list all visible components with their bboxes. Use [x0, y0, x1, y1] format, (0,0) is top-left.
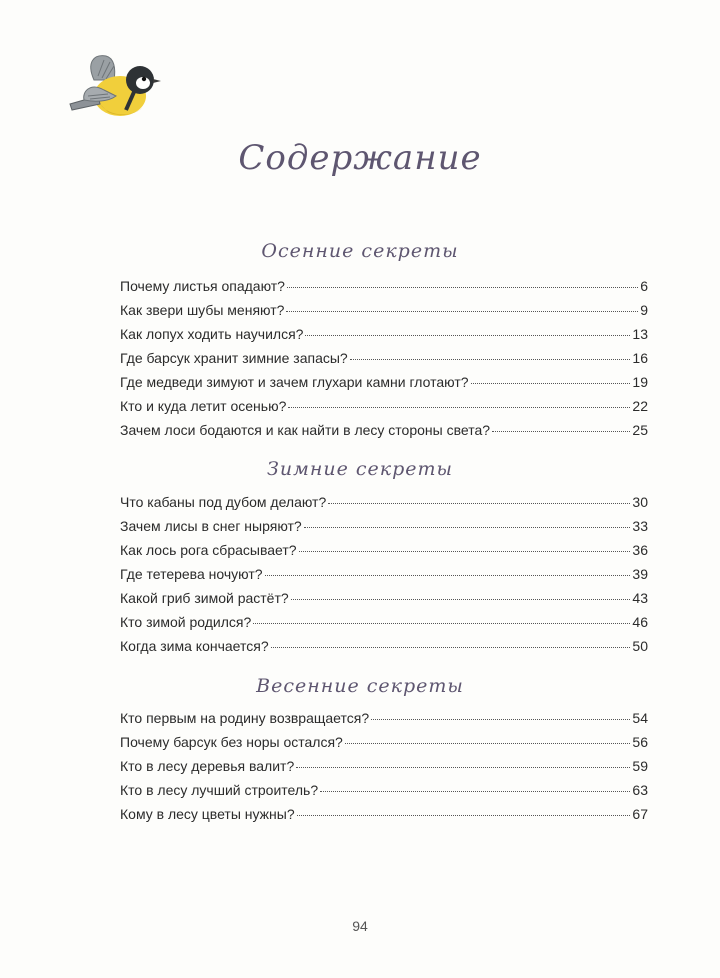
dot-leader — [371, 705, 630, 720]
entry-title: Зачем лоси бодаются и как найти в лесу стороны света? — [120, 422, 491, 438]
toc-entry[interactable] — [120, 778, 648, 802]
entry-title: Как лось рога сбрасывает? — [120, 542, 297, 558]
toc-entry[interactable] — [120, 802, 648, 826]
entry-page: 6 — [640, 278, 648, 294]
entry-page: 39 — [632, 566, 648, 582]
entry-page: 9 — [640, 302, 648, 318]
dot-leader — [345, 729, 631, 744]
dot-leader — [296, 753, 630, 768]
toc-entry[interactable] — [120, 538, 648, 562]
section-heading-autumn: Осенние секреты — [261, 240, 459, 262]
toc-list-autumn — [120, 274, 648, 442]
toc-entry[interactable] — [120, 298, 648, 322]
entry-title: Кому в лесу цветы нужны? — [120, 806, 295, 822]
dot-leader — [350, 345, 631, 360]
section-heading-spring: Весенние секреты — [256, 675, 464, 697]
toc-entry[interactable] — [120, 346, 648, 370]
entry-title: Кто и куда летит осенью? — [120, 398, 287, 414]
toc-entry[interactable] — [120, 754, 648, 778]
entry-page: 25 — [632, 422, 648, 438]
dot-leader — [288, 393, 630, 408]
entry-page: 19 — [632, 374, 648, 390]
entry-page: 30 — [632, 494, 648, 510]
dot-leader — [299, 537, 631, 552]
toc-entry[interactable] — [120, 418, 648, 442]
dot-leader — [253, 609, 630, 624]
entry-title: Кто в лесу деревья валит? — [120, 758, 295, 774]
entry-title: Что кабаны под дубом делают? — [120, 494, 327, 510]
entry-page: 33 — [632, 518, 648, 534]
dot-leader — [328, 489, 630, 504]
section-heading-winter: Зимние секреты — [267, 458, 453, 480]
dot-leader — [287, 273, 638, 288]
toc-entry[interactable] — [120, 490, 648, 514]
entry-page: 16 — [632, 350, 648, 366]
dot-leader — [305, 321, 630, 336]
entry-page: 54 — [632, 710, 648, 726]
dot-leader — [304, 513, 631, 528]
entry-title: Почему листья опадают? — [120, 278, 285, 294]
toc-entry[interactable] — [120, 634, 648, 658]
entry-page: 63 — [632, 782, 648, 798]
entry-page: 46 — [632, 614, 648, 630]
toc-entry[interactable] — [120, 370, 648, 394]
entry-title: Почему барсук без норы остался? — [120, 734, 343, 750]
toc-entry[interactable] — [120, 730, 648, 754]
toc-entry[interactable] — [120, 706, 648, 730]
toc-entry[interactable] — [120, 322, 648, 346]
toc-entry[interactable] — [120, 274, 648, 298]
entry-page: 36 — [632, 542, 648, 558]
entry-page: 22 — [632, 398, 648, 414]
entry-title: Какой гриб зимой растёт? — [120, 590, 289, 606]
entry-title: Кто в лесу лучший строитель? — [120, 782, 319, 798]
entry-title: Кто первым на родину возвращается? — [120, 710, 370, 726]
toc-entry[interactable] — [120, 586, 648, 610]
toc-entry[interactable] — [120, 514, 648, 538]
toc-entry[interactable] — [120, 394, 648, 418]
entry-page: 59 — [632, 758, 648, 774]
entry-title: Зачем лисы в снег ныряют? — [120, 518, 302, 534]
entry-page: 50 — [632, 638, 648, 654]
entry-title: Где тетерева ночуют? — [120, 566, 263, 582]
dot-leader — [271, 633, 631, 648]
entry-title: Кто зимой родился? — [120, 614, 252, 630]
dot-leader — [286, 297, 638, 312]
entry-page: 43 — [632, 590, 648, 606]
toc-entry[interactable] — [120, 562, 648, 586]
toc-list-spring — [120, 706, 648, 826]
entry-page: 56 — [632, 734, 648, 750]
toc-list-winter — [120, 490, 648, 658]
page-number: 94 — [352, 918, 368, 934]
dot-leader — [265, 561, 631, 576]
entry-title: Где барсук хранит зимние запасы? — [120, 350, 348, 366]
page-title: Содержание — [238, 138, 482, 178]
entry-title: Где медведи зимуют и зачем глухари камни глотают? — [120, 374, 469, 390]
entry-page: 13 — [632, 326, 648, 342]
entry-page: 67 — [632, 806, 648, 822]
entry-title: Когда зима кончается? — [120, 638, 269, 654]
dot-leader — [297, 801, 631, 816]
dot-leader — [471, 369, 631, 384]
toc-entry[interactable] — [120, 610, 648, 634]
entry-title: Как лопух ходить научился? — [120, 326, 304, 342]
titmouse-bird-icon — [64, 52, 164, 124]
dot-leader — [492, 417, 630, 432]
dot-leader — [291, 585, 631, 600]
entry-title: Как звери шубы меняют? — [120, 302, 285, 318]
dot-leader — [320, 777, 630, 792]
